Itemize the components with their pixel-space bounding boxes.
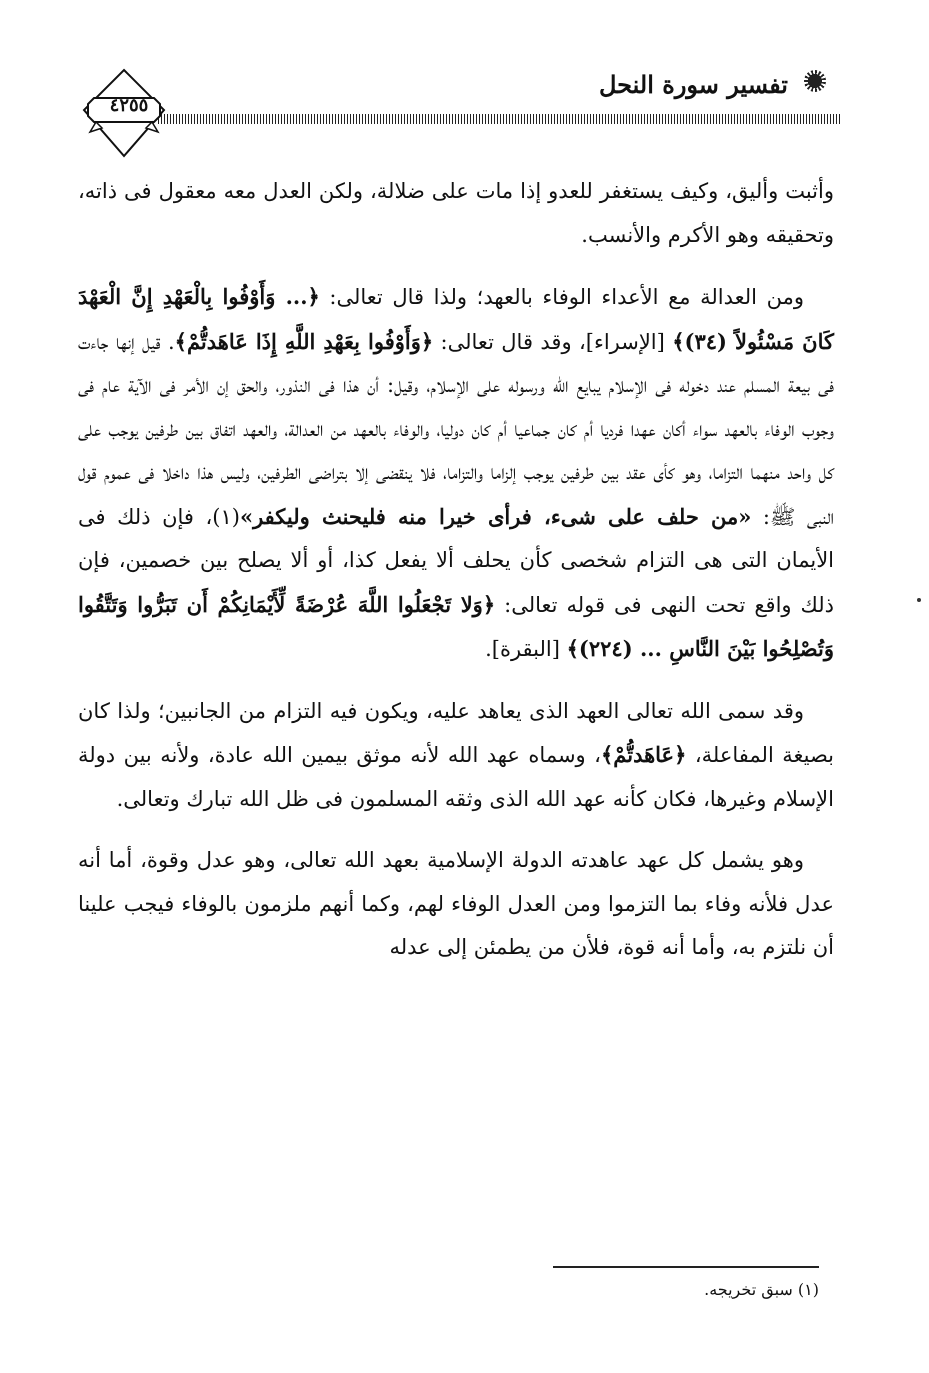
text-segment: وهو يشمل كل عهد عاهدته الدولة الإسلامية بعهد الله تعالى، وهو عدل وقوة، أما أنه عدل فلأنه وفاء بما التزموا ومن العدل الوفاء لهم، وكما أنهم ملزمون بالوفاء فيجب علينا أن نلتزم به، وأما أنه قوة، فلأن من يطمئن إلى عدله bbox=[78, 848, 834, 959]
paragraph-3 bbox=[78, 690, 834, 822]
text-segment: وقد سمى الله تعالى العهد الذى يعاهد عليه، ويكون فيه التزام من الجانبين؛ ولذا كان بصيغة المفاعلة، bbox=[78, 698, 835, 767]
running-header-title: تفسير سورة النحل bbox=[599, 70, 788, 99]
page-number: ٤٢٥٥ bbox=[109, 95, 149, 116]
quran-verse: ﴿... وَأَوْفُوا بِالْعَهْدِ إِنَّ الْعَهْدَ كَانَ مَسْئُولاً (٣٤)﴾ bbox=[78, 284, 834, 354]
paragraph-1 bbox=[78, 170, 834, 257]
ornament-bullet-icon bbox=[804, 70, 826, 92]
text-segment: ومن العدالة مع الأعداء الوفاء بالعهد؛ ولذا قال تعالى: bbox=[319, 285, 804, 309]
text-segment: ، وسماه عهد الله لأنه موثق بيمين الله عادة، ولأنه بين دولة الإسلام وغيرها، فكان كأنه عهد الله الذى وثقه المسلمون فى ظل الله تبارك وتعالى. bbox=[78, 743, 834, 811]
margin-mark bbox=[917, 598, 921, 602]
body-text bbox=[78, 170, 834, 988]
header-rule bbox=[158, 114, 840, 124]
quran-verse: ﴿وَأَوْفُوا بِعَهْدِ اللَّهِ إِذَا عَاهَدتُّمْ﴾ bbox=[174, 328, 434, 354]
footnote-separator bbox=[553, 1266, 819, 1268]
hadith-quote: «من حلف على شىء، فرأى خيرا منه فليحنث وليكفر» bbox=[239, 503, 752, 529]
text-segment: [الإسراء]، وقد قال تعالى: bbox=[433, 329, 673, 354]
quran-verse: ﴿عَاهَدتُّمْ﴾ bbox=[600, 742, 687, 767]
quran-verse: ﴿وَلا تَجْعَلُوا اللَّهَ عُرْضَةً لِّأَيْمَانِكُمْ أَن تَبَرُّوا وَتَتَّقُوا وَتُصْلِحُوا بَيْنَ النَّاسِ ... (٢٢٤)﴾ bbox=[78, 591, 834, 661]
paragraph-2 bbox=[78, 275, 834, 672]
text-segment: (١)، فإن ذلك فى الأيمان التى هى التزام شخصى كأن يحلف ألا يفعل كذا، أو ألا يصلح بين خصمين، فإن ذلك واقع تحت النهى فى قوله تعالى: bbox=[78, 504, 834, 617]
text-segment: . قيل إنها جاءت فى بيعة المسلم عند دخوله فى الإسلام يبايع الله ورسوله على الإسلام، وقيل: أن هذا فى النذور، والحق إن الأمر فى الآية عام فى وجوب الوفاء بالعهد سواء أكان عهدا فرديا أم كان جماعيا أم كان دوليا، والوفاء بالعهد من العدالة، والعهد اتفاق بين طرفين يوجب على كل واحد منهما التزاما، وهو كأى عقد بين طرفين يوجب إلزاما والتزاما، فلا ينقضى إلا بتراضى الطرفين، وليس هذا داخلا فى عموم قول النبى ﷺ: bbox=[78, 329, 834, 529]
footnote: (١) سبق تخريجه. bbox=[704, 1280, 819, 1299]
paragraph-4 bbox=[78, 839, 834, 970]
text-segment: [البقرة]. bbox=[485, 637, 567, 661]
text-segment: وأثبت وأليق، وكيف يستغفر للعدو إذا مات على ضلالة، ولكن العدل معه معقول فى ذاته، وتحقيقه وهو الأكرم والأنسب. bbox=[78, 179, 834, 247]
